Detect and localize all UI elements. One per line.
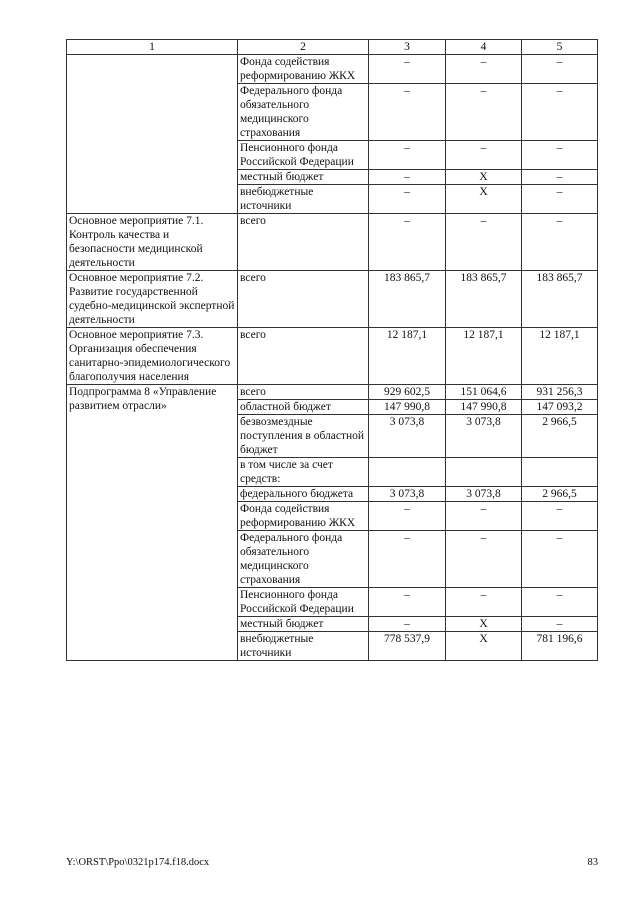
amount-cell-c3: 12 187,1: [369, 328, 446, 385]
funding-source-cell: Фонда содействия реформированию ЖКХ: [238, 502, 369, 531]
amount-cell-c3: –: [369, 502, 446, 531]
funding-source-cell: всего: [238, 214, 369, 271]
funding-source-cell: всего: [238, 385, 369, 400]
amount-cell-c4: –: [446, 84, 522, 141]
funding-source-cell: Пенсионного фонда Российской Федерации: [238, 141, 369, 170]
amount-cell-c5: –: [522, 588, 598, 617]
amount-cell-c3: –: [369, 141, 446, 170]
amount-cell-c3: 3 073,8: [369, 487, 446, 502]
funding-source-cell: безвозмездные поступления в областной бюджет: [238, 415, 369, 458]
amount-cell-c5: 781 196,6: [522, 632, 598, 661]
amount-cell-c5: –: [522, 214, 598, 271]
table-header-row: [67, 40, 598, 55]
amount-cell-c5: 147 093,2: [522, 400, 598, 415]
funding-source-cell: федерального бюджета: [238, 487, 369, 502]
page-number: 83: [587, 857, 598, 868]
amount-cell-c5: –: [522, 141, 598, 170]
funding-source-cell: внебюджетные источники: [238, 185, 369, 214]
funding-source-cell: Федерального фонда обязательного медицинского страхования: [238, 531, 369, 588]
amount-cell-c4: Х: [446, 632, 522, 661]
amount-cell-c3: 183 865,7: [369, 271, 446, 328]
amount-cell-c5: 12 187,1: [522, 328, 598, 385]
amount-cell-c4: –: [446, 55, 522, 84]
amount-cell-c4: Х: [446, 185, 522, 214]
funding-source-cell: Федерального фонда обязательного медицинского страхования: [238, 84, 369, 141]
amount-cell-c4: –: [446, 141, 522, 170]
amount-cell-c3: –: [369, 531, 446, 588]
amount-cell-c5: [522, 458, 598, 487]
amount-cell-c4: [446, 458, 522, 487]
amount-cell-c5: 2 966,5: [522, 415, 598, 458]
column-header: 4: [446, 40, 522, 55]
table-row: [67, 328, 598, 385]
amount-cell-c3: –: [369, 84, 446, 141]
amount-cell-c5: –: [522, 185, 598, 214]
amount-cell-c5: 931 256,3: [522, 385, 598, 400]
funding-source-cell: Фонда содействия реформированию ЖКХ: [238, 55, 369, 84]
amount-cell-c3: [369, 458, 446, 487]
amount-cell-c5: –: [522, 170, 598, 185]
table-row: [67, 55, 598, 84]
amount-cell-c3: 3 073,8: [369, 415, 446, 458]
amount-cell-c3: –: [369, 170, 446, 185]
amount-cell-c4: 3 073,8: [446, 487, 522, 502]
column-header: 5: [522, 40, 598, 55]
amount-cell-c4: Х: [446, 617, 522, 632]
amount-cell-c3: –: [369, 214, 446, 271]
funding-source-cell: всего: [238, 328, 369, 385]
amount-cell-c4: –: [446, 502, 522, 531]
column-header: 3: [369, 40, 446, 55]
funding-source-cell: местный бюджет: [238, 170, 369, 185]
funding-source-cell: всего: [238, 271, 369, 328]
funding-source-cell: местный бюджет: [238, 617, 369, 632]
funding-source-cell: внебюджетные источники: [238, 632, 369, 661]
program-title-cell: Основное мероприятие 7.2. Развитие государственной судебно-медицинской экспертной деятельности: [67, 271, 238, 328]
amount-cell-c4: 147 990,8: [446, 400, 522, 415]
table-body: [67, 40, 598, 661]
funding-source-cell: Пенсионного фонда Российской Федерации: [238, 588, 369, 617]
amount-cell-c5: 2 966,5: [522, 487, 598, 502]
amount-cell-c4: –: [446, 214, 522, 271]
program-title-cell: Основное мероприятие 7.1. Контроль качества и безопасности медицинской деятельности: [67, 214, 238, 271]
program-title-cell: [67, 55, 238, 214]
amount-cell-c5: –: [522, 617, 598, 632]
amount-cell-c3: –: [369, 588, 446, 617]
table-row: [67, 385, 598, 400]
column-header: 1: [67, 40, 238, 55]
amount-cell-c3: 929 602,5: [369, 385, 446, 400]
amount-cell-c5: 183 865,7: [522, 271, 598, 328]
funding-source-cell: в том числе за счет средств:: [238, 458, 369, 487]
table-row: [67, 271, 598, 328]
amount-cell-c4: Х: [446, 170, 522, 185]
program-title-cell: Подпрограмма 8 «Управление развитием отрасли»: [67, 385, 238, 661]
amount-cell-c5: –: [522, 531, 598, 588]
amount-cell-c3: 778 537,9: [369, 632, 446, 661]
amount-cell-c3: –: [369, 55, 446, 84]
program-title-cell: Основное мероприятие 7.3. Организация обеспечения санитарно-эпидемиологического благополучия населения: [67, 328, 238, 385]
amount-cell-c4: 151 064,6: [446, 385, 522, 400]
amount-cell-c3: 147 990,8: [369, 400, 446, 415]
budget-table: [66, 39, 598, 661]
column-header: 2: [238, 40, 369, 55]
amount-cell-c4: –: [446, 531, 522, 588]
amount-cell-c4: 12 187,1: [446, 328, 522, 385]
amount-cell-c4: 3 073,8: [446, 415, 522, 458]
table-row: [67, 214, 598, 271]
footer-file-path: Y:\ORST\Ppo\0321p174.f18.docx: [66, 857, 210, 868]
funding-source-cell: областной бюджет: [238, 400, 369, 415]
amount-cell-c5: –: [522, 55, 598, 84]
amount-cell-c3: –: [369, 617, 446, 632]
amount-cell-c3: –: [369, 185, 446, 214]
amount-cell-c4: –: [446, 588, 522, 617]
amount-cell-c5: –: [522, 502, 598, 531]
amount-cell-c4: 183 865,7: [446, 271, 522, 328]
amount-cell-c5: –: [522, 84, 598, 141]
